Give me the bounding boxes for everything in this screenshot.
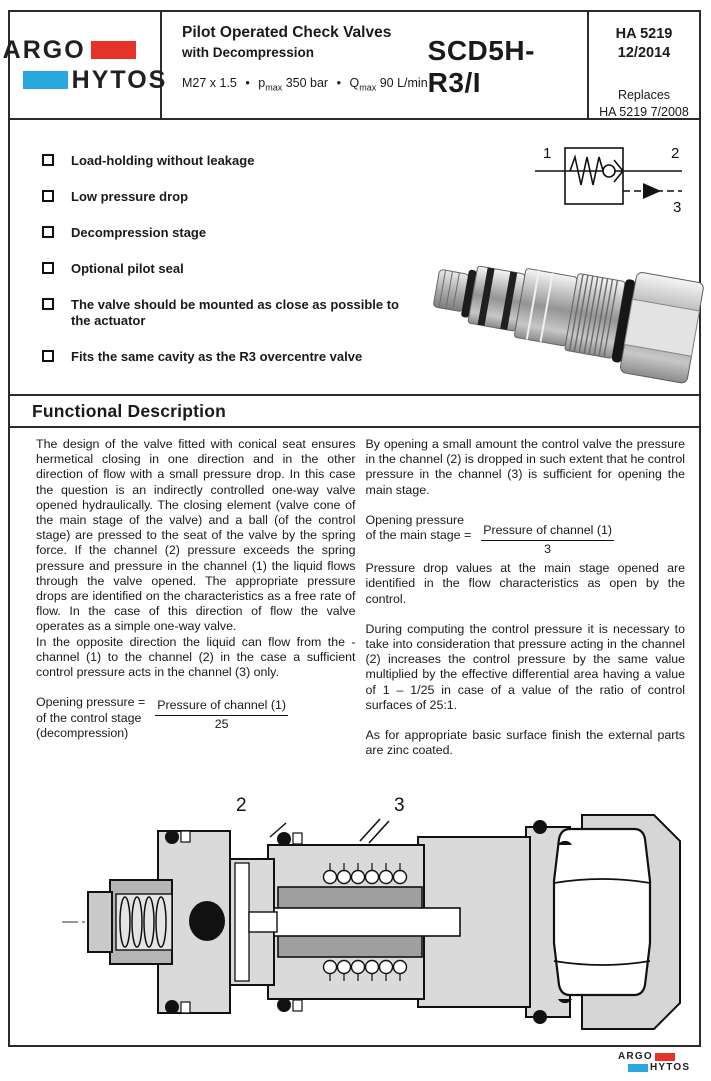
spec-p-sub: max bbox=[265, 82, 283, 93]
paragraph: As for appropriate basic surface finish the external parts are zinc coated. bbox=[365, 728, 685, 758]
product-subtitle: with Decompression bbox=[182, 45, 315, 60]
functional-description-header bbox=[10, 396, 699, 428]
logo-red-block bbox=[91, 41, 136, 59]
checkbox-icon bbox=[42, 298, 54, 310]
brand-logo bbox=[2, 12, 168, 118]
footer-logo-text-hytos: HYTOS bbox=[650, 1061, 691, 1073]
feature-item bbox=[42, 153, 414, 169]
replaces-value: HA 5219 7/2008 bbox=[599, 105, 689, 119]
product-title: Pilot Operated Check Valves bbox=[182, 24, 392, 41]
feature-text: Low pressure drop bbox=[71, 189, 189, 204]
spec-line bbox=[182, 76, 428, 93]
datasheet-page bbox=[2, 10, 701, 1047]
model-number: SCD5H-R3/I bbox=[427, 35, 535, 98]
diagram-label-3: 3 bbox=[394, 795, 405, 816]
footer-logo-blue-block bbox=[628, 1064, 648, 1072]
feature-text: Optional pilot seal bbox=[71, 261, 184, 276]
symbol-port-1: 1 bbox=[543, 145, 552, 162]
spec-separator: • bbox=[336, 76, 341, 90]
paragraph: In the opposite direction the liquid can flow from the -channel (1) to the channel (2) in the case a sufficient control pressure acts in the channel (3) only. bbox=[36, 634, 356, 680]
features-list bbox=[42, 153, 414, 385]
functional-description-body bbox=[10, 428, 699, 758]
hydraulic-symbol bbox=[515, 140, 707, 237]
product-photo bbox=[428, 232, 706, 399]
feature-text: The valve should be mounted as close as possible to the actuator bbox=[71, 297, 399, 328]
header-title-cell bbox=[162, 12, 587, 118]
spec-p: p bbox=[258, 76, 266, 90]
paragraph: The design of the valve fitted with conical seat ensures hermetical closing in one direction and in the other direction of flow with a small pressure drop. In this case the question is an indirectly controlled one-way valve opened hydraulically. The closing element (valve cone of the main stage of the valve) and a ball (of the control stage) are pressed to the seat of the valve by the spring force. If the channel (2) pressure exceeds the spring pressure and pressure in the channel (1) the liquid flows through the valve opened. The appropriate pressure drops are identified on the characteristics as a free rate of flow. In the case of this direction of flow the valve operates as a simple one-way valve. bbox=[36, 437, 356, 634]
feature-item bbox=[42, 261, 414, 277]
spec-thread: M27 x 1.5 bbox=[182, 76, 237, 90]
logo-text-hytos: HYTOS bbox=[71, 65, 168, 94]
formula-denominator: 3 bbox=[544, 542, 552, 557]
doc-info-cell bbox=[587, 12, 699, 118]
formula-label: Opening pressure bbox=[365, 512, 464, 527]
diagram-label-2: 2 bbox=[236, 795, 247, 816]
spec-q: Q bbox=[349, 76, 360, 90]
paragraph: During computing the control pressure it is necessary to take into consideration that pressure acting in the channel (2) increases the control pressure by the same value multiplied by the effective differential area having a value of 1 – 1/25 in case of a value of the ratio of control surfaces of 25:1. bbox=[365, 621, 685, 712]
symbol-port-2: 2 bbox=[671, 145, 680, 162]
cross-section-diagram bbox=[30, 787, 695, 1047]
checkbox-icon bbox=[42, 226, 54, 238]
feature-item bbox=[42, 297, 414, 329]
formula-denominator: 25 bbox=[214, 717, 229, 732]
section-heading: Functional Description bbox=[32, 400, 226, 421]
logo-text-argo: ARGO bbox=[2, 35, 86, 64]
paragraph: Pressure drop values at the main stage opened are identified in the flow characteristics as open by the control. bbox=[365, 561, 685, 606]
features-section bbox=[10, 120, 699, 396]
replaces-label: Replaces bbox=[617, 88, 671, 102]
feature-text: Fits the same cavity as the R3 overcentre valve bbox=[71, 349, 363, 364]
formula-label: Opening pressure = bbox=[36, 695, 146, 710]
checkbox-icon bbox=[42, 154, 54, 166]
feature-text: Decompression stage bbox=[71, 225, 207, 240]
footer-logo-red-block bbox=[655, 1053, 675, 1061]
left-column bbox=[36, 437, 356, 758]
feature-text: Load-holding without leakage bbox=[71, 153, 255, 168]
right-column bbox=[366, 437, 686, 758]
formula-control-stage bbox=[36, 695, 356, 742]
feature-item bbox=[42, 225, 414, 241]
spec-separator: • bbox=[245, 76, 250, 90]
formula-numerator: Pressure of channel (1) bbox=[481, 523, 614, 541]
formula-numerator: Pressure of channel (1) bbox=[155, 698, 288, 716]
checkbox-icon bbox=[42, 350, 54, 362]
logo-blue-block bbox=[23, 71, 68, 89]
spec-q-value: 90 L/min bbox=[379, 76, 428, 90]
spec-p-value: 350 bar bbox=[285, 76, 329, 90]
paragraph: By opening a small amount the control valve the pressure in the channel (2) is dropped in such extent that he control pressure in the channel (3) is sufficient for opening the main stage. bbox=[365, 437, 685, 497]
symbol-port-3: 3 bbox=[673, 199, 682, 216]
feature-item bbox=[42, 189, 414, 205]
checkbox-icon bbox=[42, 262, 54, 274]
formula-label: (decompression) bbox=[36, 726, 129, 741]
formula-label: of the main stage = bbox=[365, 528, 472, 543]
spec-q-sub: max bbox=[359, 82, 377, 93]
formula-label: of the control stage bbox=[36, 710, 142, 725]
feature-item bbox=[42, 349, 414, 365]
header bbox=[2, 12, 699, 120]
footer-brand-logo bbox=[618, 1051, 690, 1073]
doc-date: 12/2014 bbox=[617, 45, 671, 61]
checkbox-icon bbox=[42, 190, 54, 202]
footer-logo-text-argo: ARGO bbox=[618, 1050, 653, 1062]
formula-main-stage bbox=[366, 513, 686, 557]
doc-number: HA 5219 bbox=[615, 26, 673, 42]
